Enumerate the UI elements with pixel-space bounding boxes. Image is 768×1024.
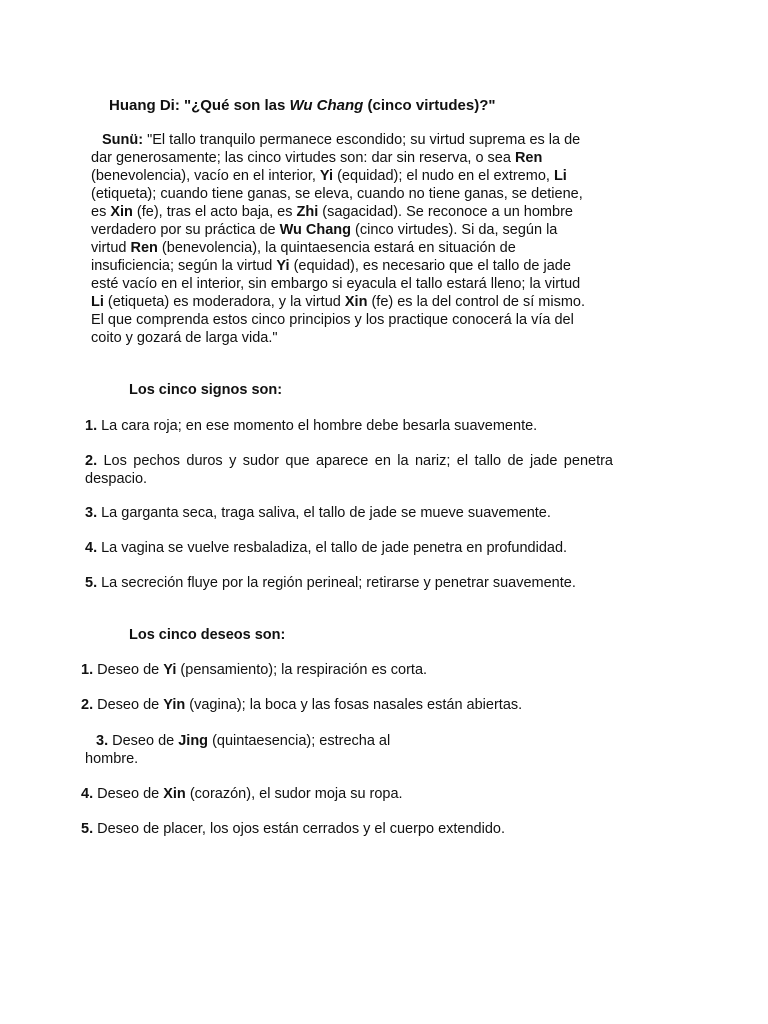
bold-term: Yi — [163, 662, 177, 678]
deseo-item-3 — [85, 732, 441, 768]
paragraph-line — [91, 329, 613, 347]
paragraph-line — [91, 257, 613, 275]
title-italic-term: Wu Chang — [289, 97, 364, 114]
signo-text: La cara roja; en ese momento el hombre debe besarla suavemente. — [97, 418, 538, 434]
text-run: (equidad); el nudo en el extremo, — [333, 168, 554, 184]
text-run: (benevolencia), vacío en el interior, — [91, 168, 320, 184]
bold-term: Yi — [319, 168, 334, 184]
text-run: (etiqueta); cuando tiene ganas, se eleva, cuando no tiene ganas, se detiene, — [91, 186, 583, 202]
text-run: coito y gozará de larga vida." — [91, 330, 278, 346]
signos-heading: Los cinco signos son: — [129, 382, 283, 398]
signo-item-3 — [85, 504, 551, 522]
bold-term: Yin — [163, 697, 186, 713]
paragraph-line — [91, 185, 613, 203]
dialogue-title — [109, 97, 496, 114]
deseo-item-1 — [81, 661, 427, 679]
paragraph-line — [91, 221, 613, 239]
text-run: (cinco virtudes). Si da, según la — [351, 222, 558, 238]
bold-term: Li — [553, 168, 567, 184]
paragraph-line — [91, 203, 613, 221]
text-run: Deseo de — [93, 697, 164, 713]
bold-term: Xin — [344, 294, 368, 310]
signo-number: 3. — [85, 505, 98, 521]
deseo-number: 3. — [96, 733, 109, 749]
text-run: (vagina); la boca y las fosas nasales están abiertas. — [185, 697, 523, 713]
bold-term: Zhi — [296, 204, 319, 220]
signo-item-1 — [85, 417, 537, 435]
signo-number: 1. — [85, 418, 98, 434]
bold-term: Jing — [178, 733, 209, 749]
signo-item-2 — [85, 452, 613, 488]
text-run: Deseo de — [93, 662, 164, 678]
bold-term: Xin — [163, 786, 186, 802]
deseo-item-5 — [81, 820, 505, 838]
signo-text: La secreción fluye por la región perineal; retirarse y penetrar suavemente. — [97, 575, 576, 591]
signo-text: La vagina se vuelve resbaladiza, el tallo de jade penetra en profundidad. — [97, 540, 568, 556]
speaker-name: Sunü: — [102, 132, 144, 148]
bold-term: Yi — [276, 258, 290, 274]
signo-number: 2. — [85, 453, 98, 469]
text-run: (benevolencia), la quintaesencia estará en situación de — [157, 240, 516, 256]
title-prefix: Huang Di: "¿Qué son las — [109, 97, 290, 114]
text-run: insuficiencia; según la virtud — [91, 258, 277, 274]
text-run: (etiqueta) es moderadora, y la virtud — [103, 294, 345, 310]
text-run: dar generosamente; las cinco virtudes son: dar sin reserva, o sea — [91, 150, 515, 166]
paragraph-line — [91, 239, 613, 257]
text-run: "El tallo tranquilo permanece escondido; su virtud suprema es la de — [143, 132, 581, 148]
signo-number: 4. — [85, 540, 98, 556]
text-run: (fe) es la del control de sí mismo. — [367, 294, 586, 310]
text-run: (sagacidad). Se reconoce a un hombre — [318, 204, 573, 220]
paragraph-line — [91, 167, 613, 185]
paragraph-line — [91, 293, 613, 311]
text-run: (equidad), es necesario que el tallo de jade — [289, 258, 571, 274]
paragraph-line — [91, 149, 613, 167]
text-run: verdadero por su práctica de — [91, 222, 280, 238]
deseo-item-4 — [81, 785, 403, 803]
signo-text: La garganta seca, traga saliva, el tallo de jade se mueve suavemente. — [97, 505, 551, 521]
text-run: virtud — [91, 240, 131, 256]
text-run: Deseo de — [93, 786, 164, 802]
deseo-number: 2. — [81, 697, 94, 713]
paragraph-line — [91, 275, 613, 293]
text-run: (fe), tras el acto baja, es — [132, 204, 297, 220]
signo-item-4 — [85, 539, 567, 557]
signo-item-5 — [85, 574, 576, 592]
text-run: esté vacío en el interior, sin embargo si eyacula el tallo estará lleno; la virtud — [91, 276, 581, 292]
bold-term: Xin — [110, 204, 133, 220]
bold-term: Wu Chang — [279, 222, 352, 238]
signo-text: Los pechos duros y sudor que aparece en la nariz; el tallo de jade penetra despacio. — [85, 453, 613, 487]
text-run: Deseo de — [108, 733, 179, 749]
text-run: El que comprenda estos cinco principios y los practique conocerá la vía del — [91, 312, 574, 328]
text-run: (corazón), el sudor moja su ropa. — [185, 786, 403, 802]
bold-term: Ren — [130, 240, 158, 256]
text-run: (pensamiento); la respiración es corta. — [176, 662, 428, 678]
sunu-answer-paragraph — [91, 131, 613, 347]
paragraph-line — [91, 311, 613, 329]
deseos-heading: Los cinco deseos son: — [129, 627, 286, 643]
deseo-number: 5. — [81, 821, 94, 837]
paragraph-line — [91, 131, 613, 149]
deseo-item-2 — [81, 696, 522, 714]
bold-term: Li — [91, 294, 104, 310]
deseo-number: 1. — [81, 662, 94, 678]
signo-number: 5. — [85, 575, 98, 591]
deseo-number: 4. — [81, 786, 94, 802]
text-run: es — [91, 204, 111, 220]
text-run: (quintaesencia); estrecha al hombre. — [85, 733, 391, 767]
title-suffix: (cinco virtudes)?" — [363, 97, 496, 114]
bold-term: Ren — [514, 150, 543, 166]
text-run: Deseo de placer, los ojos están cerrados y el cuerpo extendido. — [93, 821, 505, 837]
